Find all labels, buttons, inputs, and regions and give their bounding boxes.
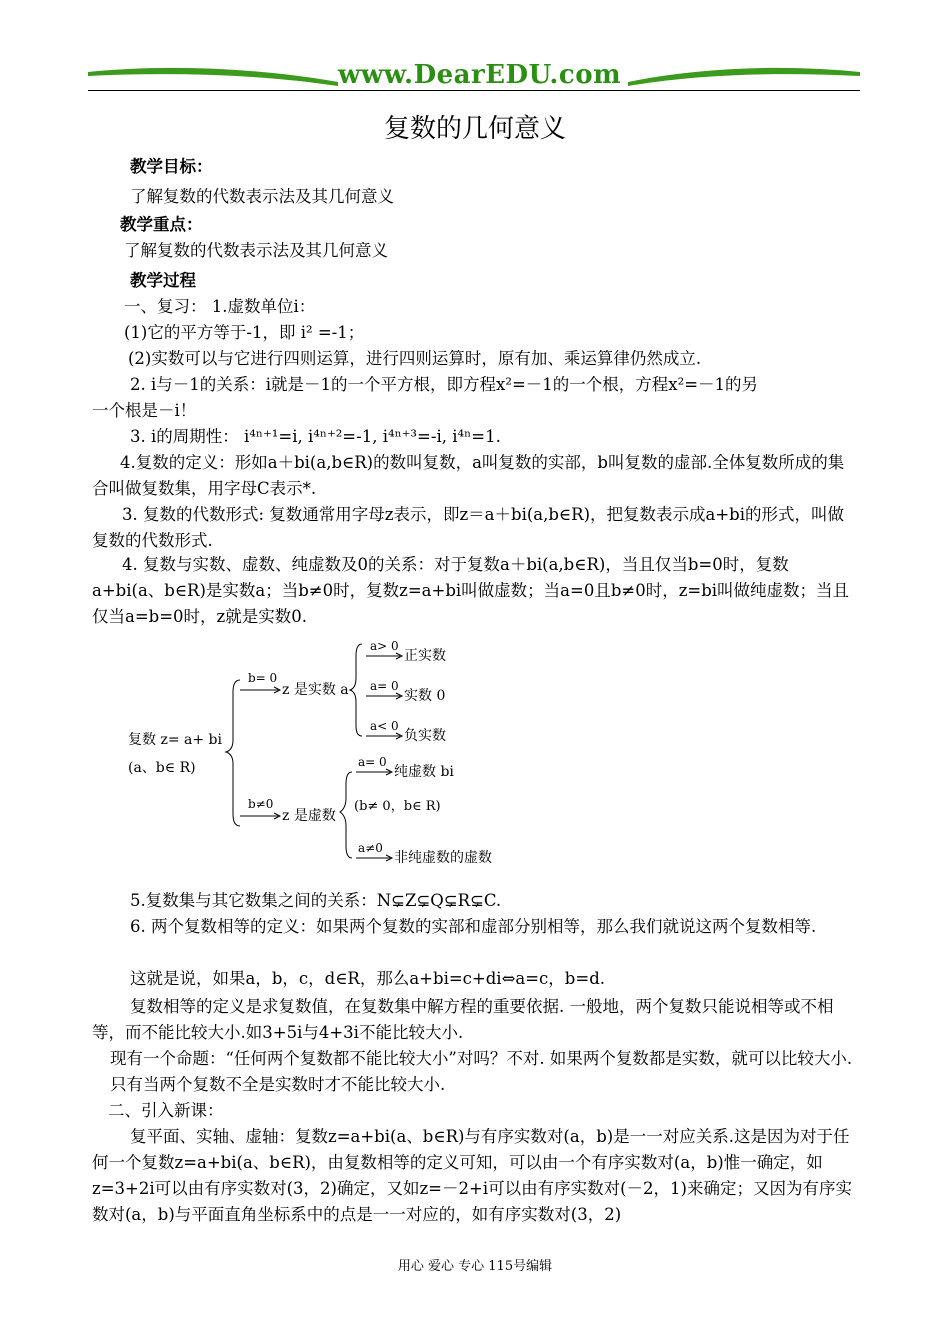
paragraph: 4.复数的定义：形如a＋bi(a,b∈R)的数叫复数，a叫复数的实部，b叫复数的虚部.全体复数所成的集合叫做复数集，用字母C表示*. [92,453,845,498]
imag-brace [340,772,352,858]
text-line: 了解复数的代数表示法及其几何意义 [130,187,394,206]
paragraph: 复平面、实轴、虚轴：复数z=a+bi(a、b∈R)与有序实数对(a，b)是一一对应关系.这是因为对于任何一个复数z=a+bi(a、b∈R)，由复数相等的定义可知，可以由一个有序实数对(a，b)惟一确定，如z=3+2i可以由有序实数对(3，2)确定，又如z=－2+i可以由有序实数对(－2，1)来确定；又因为有序实数对(a，b)与平面直角坐标系中的点是一一对应的，如有序实数对(3，2) [92,1127,852,1224]
tree-condition: a= 0 [358,755,387,769]
paragraph: 5.复数集与其它数集之间的关系：N⊊Z⊊Q⊊R⊊C. [130,891,502,910]
header-rule [88,90,860,91]
tree-leaf: 非纯虚数的虚数 [394,850,492,866]
page-footer: 用心 爱心 专心 115号编辑 [397,1259,553,1274]
section-heading-new: 二、引入新课： [108,1101,224,1120]
tree-root: 复数 z= a+ bi [128,732,222,748]
tree-condition: a< 0 [370,719,399,733]
text-line: (2)实数可以与它进行四则运算，进行四则运算时，原有加、乘运算律仍然成立. [128,349,702,368]
text-line: 了解复数的代数表示法及其几何意义 [124,241,388,260]
text-line: 一、复习： 1.虚数单位i： [124,297,316,316]
paragraph: 4. 复数与实数、虚数、纯虚数及0的关系：对于复数a＋bi(a,b∈R)，当且仅当b=0时，复数a+bi(a、b∈R)是实数a；当b≠0时，复数z=a+bi叫做虚数；当a=0且b≠0时，z=bi叫做纯虚数；当且仅当a=b=0时，z就是实数0. [92,555,850,626]
tree-note: (b≠ 0，b∈ R) [354,799,441,814]
tree-leaf: 实数 0 [404,688,446,704]
section-heading-goal: 教学目标： [130,157,213,176]
tree-leaf: 负实数 [404,728,446,744]
paragraph: 现有一个命题：“任何两个复数都不能比较大小”对吗？不对. 如果两个复数都是实数，就可以比较大小. 只有当两个复数不全是实数时才不能比较大小. [110,1049,853,1094]
paragraph: 6. 两个复数相等的定义：如果两个复数的实部和虚部分别相等，那么我们就说这两个复数相等. [130,917,817,936]
tree-root-condition: (a、b∈ R) [128,760,196,776]
tree-condition: a≠0 [358,841,383,855]
tree-node-real: z 是实数 a [282,682,349,698]
tree-condition: a> 0 [370,639,399,653]
text-line: (1)它的平方等于-1，即 i² =-1； [124,323,365,342]
tree-leaf: 纯虚数 bi [394,764,454,780]
page-header [88,60,860,96]
site-brand[interactable]: www.DearEDU.com [338,60,622,90]
real-brace [350,644,362,736]
paragraph: 复数相等的定义是求复数值，在复数集中解方程的重要依据. 一般地，两个复数只能说相等或不相等，而不能比较大小.如3+5i与4+3i不能比较大小. [92,997,834,1042]
outer-brace [226,680,240,826]
text-line: 一个根是－i！ [92,401,197,420]
text-line: 3. i的周期性： i⁴ⁿ⁺¹=i, i⁴ⁿ⁺²=-1, i⁴ⁿ⁺³=-i, i⁴ⁿ=1. [130,427,501,446]
page-title: 复数的几何意义 [383,114,566,144]
tree-node-imaginary: z 是虚数 [282,808,336,824]
tree-leaf: 正实数 [404,648,446,664]
complex-number-classification-diagram [118,632,538,872]
text-line: 2. i与－1的关系：i就是－1的一个平方根，即方程x²=－1的一个根，方程x²=－1的另 [130,375,759,394]
paragraph: 3. 复数的代数形式: 复数通常用字母z表示，即z＝a＋bi(a,b∈R)，把复数表示成a+bi的形式，叫做复数的代数形式. [92,505,845,550]
tree-condition: b= 0 [248,671,278,685]
tree-condition: a= 0 [370,679,399,693]
paragraph: 这就是说，如果a，b，c，d∈R，那么a+bi=c+di⇔a=c，b=d. [130,969,605,988]
tree-condition: b≠0 [248,797,274,811]
section-heading-focus: 教学重点： [120,215,203,234]
section-heading-process: 教学过程 [130,271,196,290]
